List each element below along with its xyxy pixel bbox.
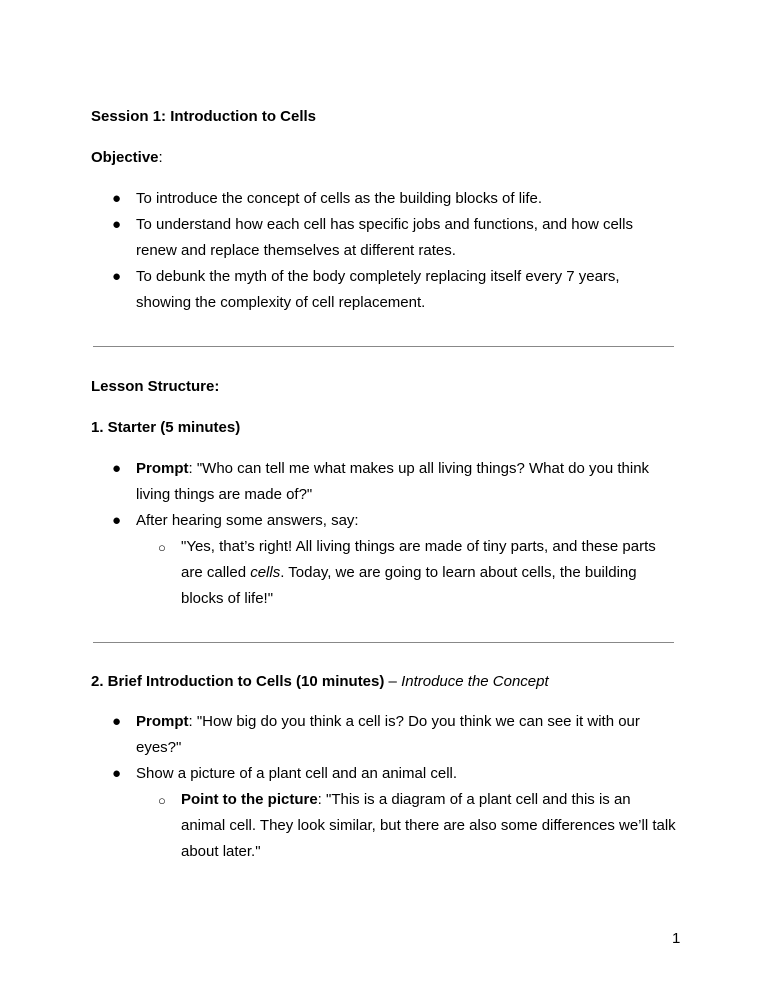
bullet-icon: ● [112,512,122,529]
objective-bullet-3-line-2: showing the complexity of cell replacement. [136,294,426,311]
prompt-text: : "Who can tell me what makes up all living things? What do you think [188,460,650,477]
page-number: 1 [672,930,681,947]
bullet-icon: ● [112,268,122,285]
objective-colon: : [158,149,163,166]
objective-bullet-2-line-2: renew and replace themselves at different rates. [136,242,456,259]
sub-bullet-icon: ○ [158,540,166,555]
bullet-icon: ● [112,460,122,477]
lesson-structure-heading: Lesson Structure: [91,378,220,395]
starter-quote-line-1: "Yes, that’s right! All living things are made of tiny parts, and these parts [181,538,656,555]
intro-heading-dash: – [384,673,402,690]
intro-heading-subtitle: Introduce the Concept [401,673,549,690]
objective-heading [91,148,163,168]
prompt-text: : "How big do you think a cell is? Do you think we can see it with our [188,713,640,730]
intro-point-line-1 [181,790,631,810]
starter-quote-line-2 [181,563,637,583]
starter-prompt-line-2: living things are made of?" [136,486,313,503]
section-divider [93,346,674,347]
objective-label: Objective [91,149,159,166]
quote-text: are called [181,564,251,581]
starter-after: After hearing some answers, say: [136,512,359,529]
intro-prompt-line-1 [136,712,640,732]
bullet-icon: ● [112,713,122,730]
prompt-label: Prompt [136,713,189,730]
intro-heading [91,672,549,692]
starter-heading: 1. Starter (5 minutes) [91,419,241,436]
objective-bullet-2-line-1: To understand how each cell has specific jobs and functions, and how cells [136,216,633,233]
prompt-label: Prompt [136,460,189,477]
bullet-icon: ● [112,765,122,782]
quote-text: . Today, we are going to learn about cells, the building [280,564,637,581]
objective-bullet-3-line-1: To debunk the myth of the body completely replacing itself every 7 years, [136,268,620,285]
point-label: Point to the picture [181,791,318,808]
intro-show: Show a picture of a plant cell and an animal cell. [136,765,458,782]
bullet-icon: ● [112,216,122,233]
starter-quote-line-3: blocks of life!" [181,590,274,607]
section-divider [93,642,674,643]
sub-bullet-icon: ○ [158,793,166,808]
starter-prompt-line-1 [136,459,649,479]
intro-point-line-3: about later." [181,843,261,860]
intro-point-line-2: animal cell. They look similar, but there are also some differences we’ll talk [181,817,676,834]
bullet-icon: ● [112,190,122,207]
point-text: : "This is a diagram of a plant cell and this is an [317,791,631,808]
session-title: Session 1: Introduction to Cells [91,108,317,125]
intro-heading-title: 2. Brief Introduction to Cells (10 minutes) [91,673,385,690]
objective-bullet-1: To introduce the concept of cells as the building blocks of life. [136,190,543,207]
intro-prompt-line-2: eyes?" [136,739,182,756]
cells-emphasis: cells [250,564,281,581]
